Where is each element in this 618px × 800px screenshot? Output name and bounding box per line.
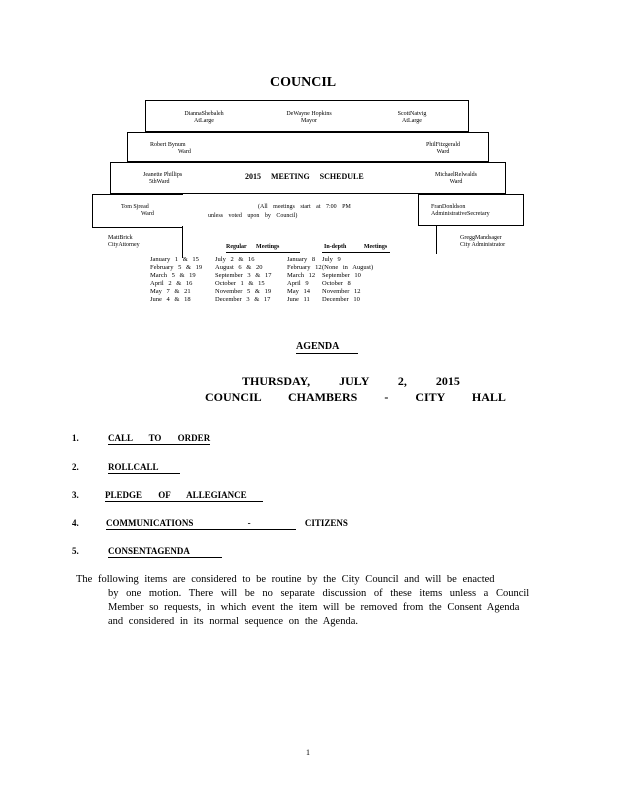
item-number: 4.: [72, 518, 79, 528]
member-name: FranDonldson: [431, 204, 466, 210]
staff-member: [431, 204, 490, 218]
indepth-meetings-header: In-depth Meetings: [324, 244, 388, 250]
item-underline: [105, 501, 263, 502]
header-underline: [322, 252, 390, 253]
meeting-note-2: unless voted upon by Council): [208, 213, 298, 219]
header-underline: [226, 252, 300, 253]
indepth-col-1: [287, 256, 322, 304]
schedule-entry: February 12: [287, 264, 322, 271]
schedule-entry: October 1 & 15: [215, 280, 265, 287]
council-member: [408, 142, 478, 156]
schedule-entry: July 9: [322, 256, 341, 263]
city-administrator: [460, 235, 505, 249]
item-pledge: PLEDGE OF ALLEGIANCE: [105, 490, 247, 500]
regular-meetings-header: Regular Meetings: [226, 244, 280, 250]
schedule-entry: June 4 & 18: [150, 296, 191, 303]
schedule-entry: August 6 & 20: [215, 264, 263, 271]
connector-line: [436, 226, 437, 254]
member-name: ScottNatvig: [397, 111, 427, 117]
member-role: CityAttorney: [108, 242, 140, 248]
indepth-col-2: [322, 256, 373, 304]
schedule-entry: April 2 & 16: [150, 280, 193, 287]
regular-col-1: [150, 256, 202, 304]
member-role: City Administrator: [460, 242, 506, 248]
member-role: Ward: [436, 149, 450, 155]
member-role: AtLarge: [402, 118, 422, 124]
member-role: AtLarge: [194, 118, 214, 124]
item-consent-agenda: CONSENTAGENDA: [108, 546, 190, 556]
org-row-1: [145, 100, 469, 132]
member-name: DiannaShebaleh: [184, 111, 224, 117]
schedule-entry: May 14: [287, 288, 311, 295]
member-name: Tom Sjread: [121, 204, 149, 210]
schedule-entry: March 12: [287, 272, 316, 279]
paragraph-line: The following items are considered to be routine by the City Council and will be enacted: [76, 574, 495, 585]
member-name: MattBrick: [108, 235, 133, 241]
meeting-note-1: (All meetings start at 7:00 PM: [258, 204, 351, 210]
council-member: [150, 142, 230, 156]
schedule-entry: September 10: [322, 272, 361, 279]
item-underline: [108, 557, 222, 558]
member-name: DeWayne Hopkins: [286, 111, 332, 117]
member-name: PhilFitzgerald: [426, 142, 460, 148]
schedule-entry: (None in August): [322, 264, 374, 271]
schedule-entry: July 2 & 16: [215, 256, 255, 263]
item-number: 2.: [72, 462, 79, 472]
schedule-entry: September 3 & 17: [215, 272, 272, 279]
org-row-2: [127, 132, 489, 162]
item-underline: [108, 473, 180, 474]
page-number: 1: [306, 748, 310, 757]
member-name: GreggMandsager: [460, 235, 502, 241]
schedule-entry: January 8: [287, 256, 316, 263]
meeting-location: COUNCIL CHAMBERS - CITY HALL: [205, 390, 506, 404]
agenda-title: AGENDA: [296, 341, 340, 352]
connector-line: [182, 226, 183, 258]
member-role: Mayor: [301, 118, 317, 124]
council-member: [421, 172, 491, 186]
city-attorney: [108, 235, 140, 249]
member-role: Ward: [141, 211, 154, 217]
schedule-entry: December 3 & 17: [215, 296, 271, 303]
paragraph-line: Member so requests, in which event the item will be removed from the Consent Agenda: [108, 602, 520, 613]
schedule-entry: May 7 & 21: [150, 288, 191, 295]
council-member: [174, 111, 234, 125]
item-underline: [106, 529, 296, 530]
paragraph-line: by one motion. There will be no separate discussion of these items unless a Council: [108, 588, 530, 599]
org-row-3: [110, 162, 506, 194]
member-name: MichaelRelwalds: [435, 172, 477, 178]
item-underline: [108, 444, 210, 445]
member-role: 5thWard: [149, 179, 170, 185]
schedule-entry: November 12: [322, 288, 361, 295]
member-role: Ward: [449, 179, 463, 185]
council-member: [382, 111, 442, 125]
council-title: COUNCIL: [270, 75, 337, 90]
item-call-to-order: CALL TO ORDER: [108, 433, 211, 443]
member-role: Ward: [178, 149, 191, 155]
item-number: 1.: [72, 433, 79, 443]
schedule-entry: December 10: [322, 296, 360, 303]
schedule-entry: November 5 & 19: [215, 288, 272, 295]
item-number: 5.: [72, 546, 79, 556]
org-row-4-right: [418, 194, 524, 226]
meeting-date: THURSDAY, JULY 2, 2015: [242, 374, 460, 388]
schedule-entry: April 9: [287, 280, 309, 287]
consent-paragraph: [76, 573, 546, 629]
item-communications: COMMUNICATIONS - CITIZENS: [106, 518, 348, 528]
council-member: [143, 172, 213, 186]
meeting-schedule-title: 2015 MEETING SCHEDULE: [245, 172, 364, 181]
member-role: AdministrativeSecretary: [431, 211, 490, 217]
item-rollcall: ROLLCALL: [108, 462, 159, 472]
regular-col-2: [215, 256, 271, 304]
schedule-entry: February 5 & 19: [150, 264, 203, 271]
mayor: [264, 111, 354, 125]
schedule-entry: January 1 & 15: [150, 256, 199, 263]
agenda-title-underline: [296, 353, 358, 354]
member-name: Jeanette Phillips: [143, 172, 183, 178]
item-number: 3.: [72, 490, 79, 500]
schedule-entry: March 5 & 19: [150, 272, 196, 279]
org-row-4-left: [92, 194, 183, 228]
council-member: [121, 204, 154, 218]
schedule-entry: June 11: [287, 296, 310, 303]
schedule-entry: October 8: [322, 280, 351, 287]
paragraph-line: and considered in its normal sequence on the Agenda.: [108, 616, 358, 627]
member-name: Robert Bynum: [150, 142, 186, 148]
